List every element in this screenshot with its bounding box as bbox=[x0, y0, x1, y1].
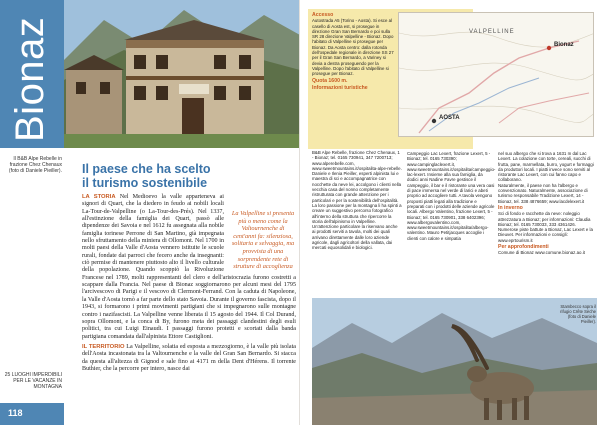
vertical-title: Bionaz bbox=[8, 16, 52, 142]
headline-line-1: Il paese che ha scelto bbox=[82, 162, 211, 176]
camping-text: Campeggio Lac Lexert, frazione Lexert, 5 - Bionaz; tel. 0165 730390; www.campinglaclexert.it, www.sweetmountains.it/ospitalita/campeggio-lac-lexert. Insieme alla sua famiglia, da dodici anni Nadine Favre gestisce il campeggio, il bar e il ristorante una vera oasi di pace immersa nel verde di larici e abeti proprio ad accogliere tutti. A tavola vengono proposti piatti legati alla tradizione e preparati con i prodotti delle aziende agricole locali. Albergo Valentino, frazione Lexert, 5 - Bionaz; tel. 0165 730901, 338 6402396; www.albergovalentino.com, www.sweetmountains.it/ospitalita/albergo-valentino. Mauro Petitjacques accoglie i clienti con calore e simpatia bbox=[407, 151, 496, 241]
info-column-camping bbox=[407, 151, 495, 241]
headline bbox=[82, 162, 292, 190]
further-info-heading: Per approfondimenti bbox=[498, 244, 549, 251]
winter-heading: In inverno bbox=[498, 204, 523, 211]
hotel-continued-text: nel suo albergo che si trova a 1631 m dal Lac Lexert. La colazione con torte, cereali, succhi di frutta, pane, marmellata, burro, yogurt e formaggi da produttori locali. I piatti invece sono serviti al ristorante Lac Lexert, con cui fanno capo e collaborano. bbox=[498, 151, 594, 183]
info-column-accommodation bbox=[312, 150, 402, 251]
map-label-bionaz: Bionaz bbox=[554, 42, 574, 48]
further-info-text: Comune di Bionaz www.comune.bionaz.ao.it bbox=[498, 250, 585, 256]
ibex-photo bbox=[312, 298, 597, 425]
paragraph-history bbox=[82, 194, 296, 341]
history-text: Nel Medioevo la valle apparteneva ai signori di Quart, che la diedero in feudo ai nobili locali La-Tour-de-Valpelline (o La-Tour-des-Prés). Nel 1337, all'estinzione della famiglia dei Quart, passò alle dipendenze dei Savoia e nel 1612 fu assegnata alla nobile famiglia torinese Perrone di San Martino, già impegnata nello sfruttamento della miniera di Ollomont. Nel 1700 in molti paesi della Valle d'Aosta vennero istituite le scuole rurali, fondate dai parroci che fecero anche da insegnanti: ciò permise di mantenere piuttosto alto il livello culturale della popolazione. Quando scoppiò la Rivoluzione Francese nel 1789, molti rappresentanti del clero e dell'aristocrazia furono costretti a scappare dalla Francia. Nel paese di Bionaz soggiornarono per alcuni mesi del 1795 l'arcivescovo di Parigi e il vescovo di Clermont-Ferrand. Con la caduta di Napoleone, la Valle d'Aosta tornò a far parte dello stato Savoia. Durante il governo fascista, dopo il 1943, si formarono i primi movimenti partigiani che si impegnarono sulle montagne contro i nazifascisti. La Valpelline venne liberata il 15 agosto del 1944. Il Col Durand, sopra Ollomont, e la conca di By, furono meta dei passaggi clandestini degli esuli politici, tra cui Luigi Einaudi. I passaggi furono protetti e scortati dalla banda partigiana comandata dall'alpinista Ettore Castiglioni. bbox=[82, 194, 296, 340]
access-heading: Accesso bbox=[312, 12, 334, 18]
quota: Quota 1600 m. bbox=[312, 77, 348, 84]
territory-text: La Valpelline, solatia ed esposta a mezzogiorno, è la valle più isolata dell'Aosta incastonata tra la Valtournenche e la valle del Gran San Bernardo. Si stacca da questa all'altezza di Gignod e sale fino ai 4171 m della Dent d'Hérens. Il torrente Buthier, che la percorre per intero, nasce dai bbox=[82, 343, 296, 372]
headline-line-2: il turismo sostenibile bbox=[82, 176, 208, 190]
ibex-photo-illustration bbox=[312, 298, 597, 425]
map-label-aosta: AOSTA bbox=[439, 115, 460, 121]
access-text: Autostrada A5 (Torino - Aosta). Si esce al casello di Aosta est, si prosegue in direzione Gran San Bernardo e poi sulla SR 28 direzione Valpelline - Bionaz. Dopo l'abitato di Valpelline si prosegue per Bionaz. Da Aosta centro: dalla rotonda dell'ospedale regionale in direzione SS 27 per il Gran San Bernardo, a Variney si devia a destra proseguendo per la Valpelline. Dopo l'abitato di Valpelline si prosegue per Bionaz. bbox=[312, 18, 394, 77]
article-body bbox=[82, 194, 296, 373]
pull-quote: La Valpelline si presenta più o meno come la Valtournenche di cent'anni fa: silenziosa, solitaria e selvaggia, ma provvista di una sorprendente rete di strutture di accoglienza bbox=[231, 210, 295, 271]
winter-text: Sci di fondo e racchette da neve: noleggio attrezzatura a Bionaz; per informazioni: Claudia Bionaz; tel. 0165 730033, 333 4361426. Numerose piste battute a Bionaz, Lac Lexert e la Dieuvet. Per informazioni e consigli: www.eprtourism.it bbox=[498, 211, 593, 243]
history-lead: LA STORIA bbox=[82, 194, 116, 200]
series-footer: 25 LUOGHI IMPERDIBILI PER LE VACANZE IN MONTAGNA bbox=[4, 372, 62, 390]
map-illustration bbox=[399, 13, 594, 137]
area-map bbox=[398, 12, 594, 137]
tourist-info-text: B&B Alpe Rebelle, frazione Chez Chenaux, 1 - Bionaz; tel. 0165 730941, 347 7200713; www.alperebelle.com, www.sweetmountains.it/ospitalita-alpe-rebelle. Daniele e Ilenia Pieiller, esperti alpinista lui e maestra di sci e accompagnatrice con nocchette da neve lei, accolgono i clienti nella vecchia casa del nonno completamente ristrutturata con grande attenzione per i particolari e per la sostenibilità dell'ospitalità. La loro passione per la montagna li ha spinti a creare un suggestivo percorso fotografico all'interno della struttura che ripercorre la storia dell'alpinismo in Valpelline. Un'attenzione particolare la riservano anche ai prodotti serviti a tavola, molti dei quali arrivano direttamente dalle loro aziende agricole, dagli agricoltori della vallata, dai mercati equosolidali e biologici. bbox=[312, 150, 402, 251]
ibex-caption: Stambecco sopra il rifugio Crête Sèche (foto di Daniele Pieiller). bbox=[560, 304, 596, 324]
info-column-access bbox=[312, 13, 394, 91]
territory-lead: IL TERRITORIO bbox=[82, 343, 125, 350]
nature-text: Naturalmente, il paese non ha l'albergo e convenzionato. Naturalmente, associazione di turismo responsabile Tradizione Lexert, 14 - Bionaz, tel. 338 4876659; www.lacdelexert.it bbox=[498, 182, 588, 204]
map-label-valpelline: VALPELLINE bbox=[469, 29, 515, 35]
village-photo bbox=[64, 0, 300, 148]
tourist-info-heading: Informazioni turistiche bbox=[312, 84, 368, 91]
photo-caption: Il B&B Alpe Rebelle in frazione Chez Chenaux (foto di Daniele Pieiller). bbox=[8, 156, 62, 175]
info-column-winter bbox=[498, 151, 594, 256]
page-number: 118 bbox=[8, 408, 23, 418]
paragraph-territory bbox=[82, 344, 296, 373]
village-photo-illustration bbox=[64, 0, 300, 148]
